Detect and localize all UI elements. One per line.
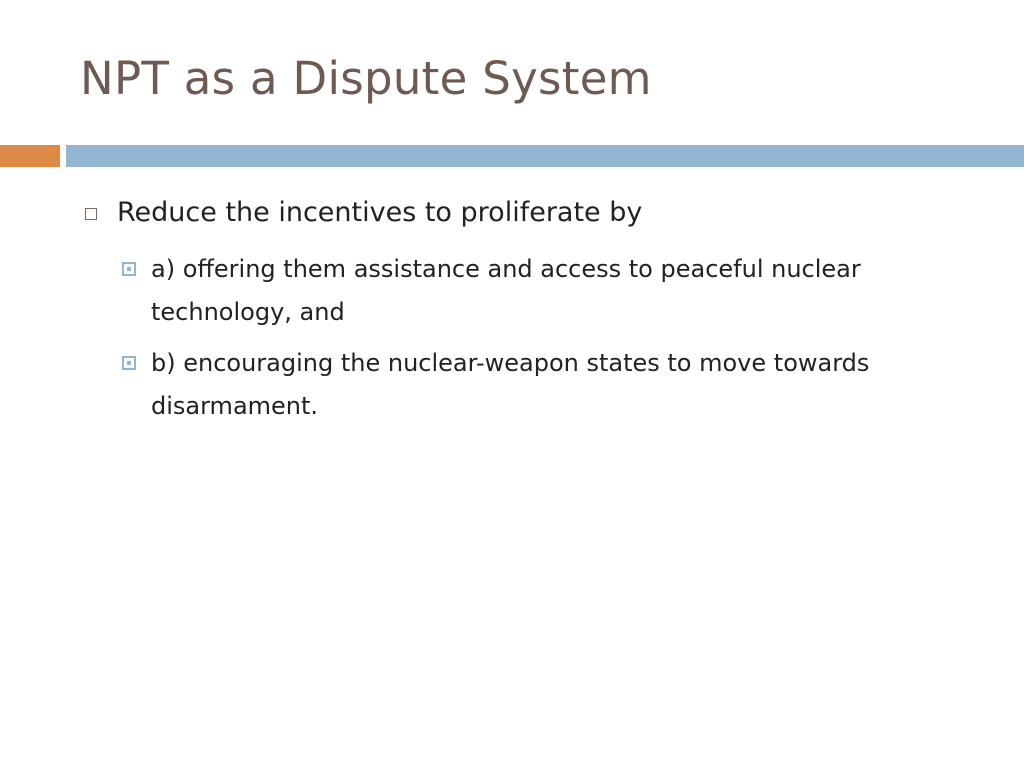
framed-square-bullet-icon xyxy=(122,356,136,370)
slide-title: NPT as a Dispute System xyxy=(80,52,652,105)
accent-bar-blue xyxy=(66,145,1024,167)
hollow-square-bullet-icon xyxy=(85,208,97,220)
accent-bar-orange xyxy=(0,145,60,167)
bullet-text-a: a) offering them assistance and access to peaceful nuclear technology, and xyxy=(151,255,861,326)
bullet-text-b: b) encouraging the nuclear-weapon states to move towards disarmament. xyxy=(151,349,870,420)
bullet-text: Reduce the incentives to proliferate by xyxy=(117,197,643,228)
framed-square-bullet-icon xyxy=(122,262,136,276)
